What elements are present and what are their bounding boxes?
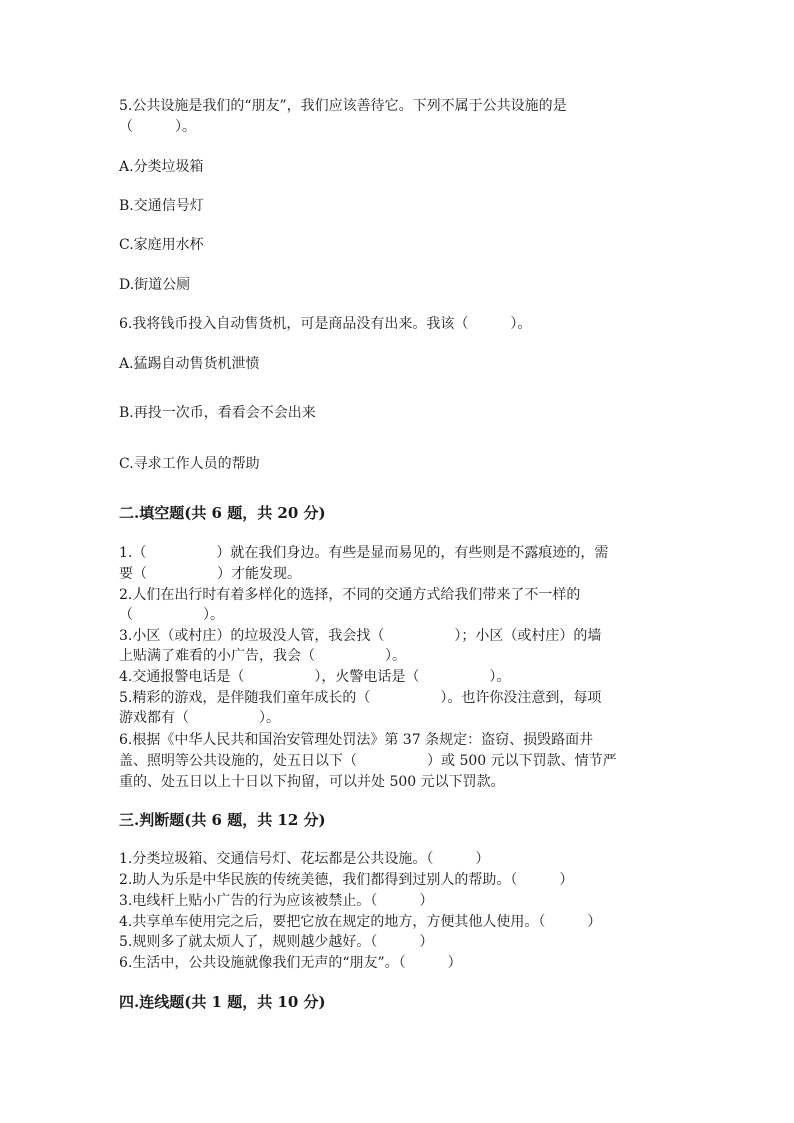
section-2-line-11: 盖、照明等公共设施的，处五日以下（ ）或 500 元以下罚款、情节严 bbox=[119, 753, 617, 769]
section-3-line-4: 4.共享单车使用完之后，要把它放在规定的地方，方便其他人使用。（ ） bbox=[119, 914, 602, 930]
section-3-line-1: 1.分类垃圾箱、交通信号灯、花坛都是公共设施。（ ） bbox=[119, 851, 490, 867]
question-6-option-c: C.寻求工作人员的帮助 bbox=[119, 456, 260, 472]
section-2-line-5: 3.小区（或村庄）的垃圾没人管，我会找（ ）；小区（或村庄）的墙 bbox=[119, 628, 602, 644]
section-2-line-8: 5.精彩的游戏，是伴随我们童年成长的（ ）。也许你没注意到，每项 bbox=[119, 690, 602, 706]
section-3-line-6: 6.生活中，公共设施就像我们无声的“朋友”。（ ） bbox=[119, 955, 462, 971]
question-5-option-d: D.街道公厕 bbox=[119, 277, 191, 293]
section-2-line-10: 6.根据《中华人民共和国治安管理处罚法》第 37 条规定：盗窃、损毁路面井 bbox=[119, 732, 594, 748]
question-5-line-1: 5.公共设施是我们的“朋友”，我们应该善待它。下列不属于公共设施的是 bbox=[119, 98, 567, 114]
section-2-line-2: 要（ ）才能发现。 bbox=[119, 566, 301, 582]
section-2-line-7: 4.交通报警电话是（ ），火警电话是（ ）。 bbox=[119, 669, 511, 685]
section-4-title: 四.连线题(共 1 题，共 10 分) bbox=[119, 993, 326, 1011]
question-5-option-a: A.分类垃圾箱 bbox=[119, 159, 204, 175]
section-2-line-9: 游戏都有（ ）。 bbox=[119, 710, 280, 726]
question-6-line-1: 6.我将钱币投入自动售货机，可是商品没有出来。我该（ ）。 bbox=[119, 316, 532, 332]
section-3-line-3: 3.电线杆上贴小广告的行为应该被禁止。（ ） bbox=[119, 893, 434, 909]
section-3-line-5: 5.规则多了就太烦人了，规则越少越好。（ ） bbox=[119, 934, 434, 950]
section-2-title: 二.填空题(共 6 题，共 20 分) bbox=[119, 504, 326, 522]
section-2-line-4: （ ）。 bbox=[119, 607, 224, 623]
section-2-line-12: 重的、处五日以上十日以下拘留，可以并处 500 元以下罚款。 bbox=[119, 774, 505, 790]
section-3-line-2: 2.助人为乐是中华民族的传统美德，我们都得到过别人的帮助。（ ） bbox=[119, 872, 574, 888]
question-5-option-b: B.交通信号灯 bbox=[119, 198, 204, 214]
question-6-option-b: B.再投一次币，看看会不会出来 bbox=[119, 405, 316, 421]
question-6-option-a: A.猛踢自动售货机泄愤 bbox=[119, 356, 260, 372]
question-5-line-2: （ ）。 bbox=[119, 119, 196, 135]
section-2-line-3: 2.人们在出行时有着多样化的选择，不同的交通方式给我们带来了不一样的 bbox=[119, 587, 581, 603]
section-2-line-1: 1.（ ）就在我们身边。有些是显而易见的，有些则是不露痕迹的，需 bbox=[119, 545, 609, 561]
section-3-title: 三.判断题(共 6 题，共 12 分) bbox=[119, 811, 326, 829]
question-5-option-c: C.家庭用水杯 bbox=[119, 237, 204, 253]
section-2-line-6: 上贴满了难看的小广告，我会（ ）。 bbox=[119, 648, 406, 664]
